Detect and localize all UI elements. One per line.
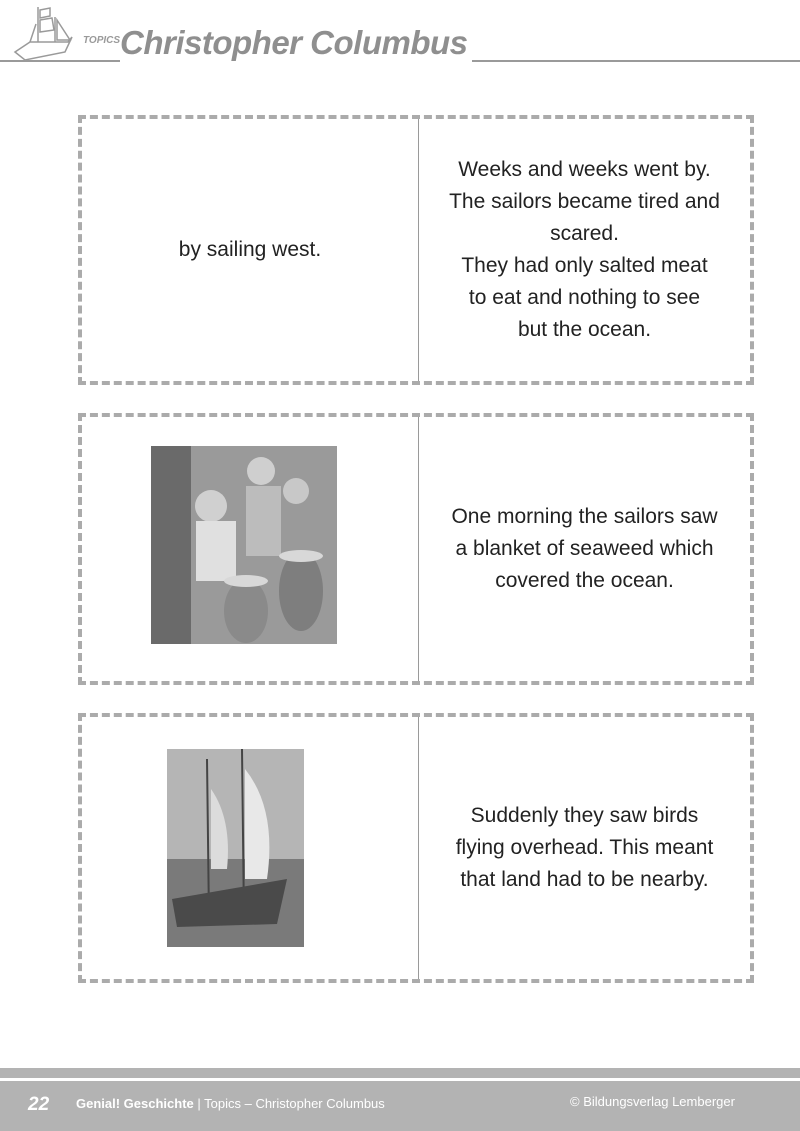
text-line: but the ocean. [517, 318, 652, 341]
text-line: to eat and nothing to see [468, 286, 701, 309]
card-right-text [419, 119, 750, 381]
story-card [78, 713, 754, 983]
text-line: Suddenly they saw birds [470, 804, 699, 827]
text-line: They had only salted meat [461, 254, 708, 277]
section-title: Topics – Christopher Columbus [204, 1096, 385, 1111]
text-line: One morning the sailors saw [451, 505, 718, 528]
text-line: Weeks and weeks went by. [458, 158, 711, 181]
card-left-text: by sailing west. [178, 238, 322, 261]
card-left-image [82, 717, 418, 979]
text-line: that land had to be nearby. [460, 868, 709, 891]
text-line: scared. [550, 222, 619, 245]
page-header [0, 0, 800, 70]
header-label: TOPICS [83, 35, 121, 46]
text-line: covered the ocean. [495, 569, 674, 592]
card-left-image [82, 417, 418, 681]
footer-band [0, 1068, 800, 1078]
book-title: Genial! Geschichte [76, 1096, 194, 1111]
text-line: a blanket of seaweed which [455, 537, 714, 560]
page-number: 22 [28, 1094, 50, 1115]
text-line: The sailors became tired and [449, 190, 720, 213]
text-line: flying overhead. This meant [455, 836, 714, 859]
card-right-text [419, 417, 750, 681]
separator: | [193, 1096, 205, 1111]
page-title: Christopher Columbus [120, 24, 472, 62]
page-footer [0, 1081, 800, 1131]
story-card [78, 413, 754, 685]
copyright: © Bildungsverlag Lemberger [570, 1094, 735, 1109]
sailors-barrels-illustration [151, 446, 337, 644]
sailing-ship-illustration [167, 749, 304, 947]
ship-logo-icon [10, 2, 80, 62]
card-right-text [419, 717, 750, 979]
footer-source [76, 1096, 385, 1111]
story-card [78, 115, 754, 385]
